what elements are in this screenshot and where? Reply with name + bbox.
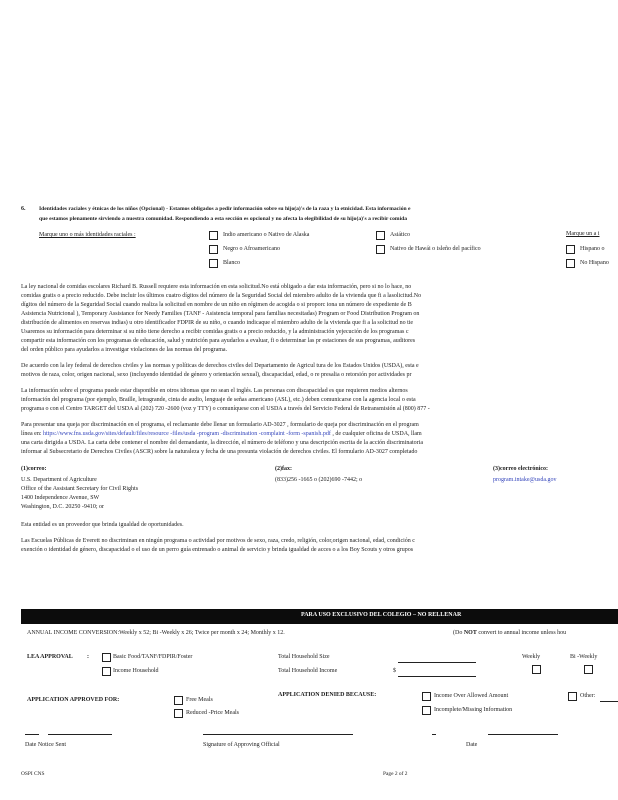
ethnicity-instruction: Marque un a i [566,231,600,237]
mail-address-line: Office of the Assistant Secretary for Civil Rights [21,486,139,492]
free-meals-checkbox[interactable] [174,696,183,705]
hawaiian-checkbox[interactable] [376,245,385,254]
total-household-income-label: Total Household Income [278,668,338,674]
date-notice-line-b[interactable] [48,734,112,735]
language-line: información del programa (por ejemplo, Braille, letragrande, cinta de audio, lenguaje de señas americano (ASL), etc.) deben comunicarse con la agencia local o esta [21,397,416,403]
total-household-size-label: Total Household Size [278,654,330,660]
asian-label: Asiático [390,232,410,238]
indian-checkbox[interactable] [209,231,218,240]
complaint-line-prefix: línea en: [21,431,42,437]
complaint-line: una carta dirigida a USDA. La carta debe contener el nombre del demandante, la dirección, el número de teléfono y una descripción escrita de la acción discriminatoria [21,440,423,446]
household-income-line[interactable] [398,676,476,677]
everett-statement-line: exención o identidad de género, discapacidad o el uso de un perro guía entrenado o animal de servicio y brinda igualdad de acces o a los Boy Scouts y otros grupos [21,547,414,553]
language-line: La información sobre el programa puede estar disponible en otros idiomas que no sean el inglés. Las personas con discapacidad es que requieren medios alternos [21,388,408,394]
law-line: compartir esta información con los programas de educación, salud y nutrición para ayudarlos a evaluar, fi o determinar las pr estaciones de sus programas, auditores [21,338,416,344]
complaint-line-suffix: , de cualquier oficina de USDA, llam [332,431,422,437]
do-not-post: convert to annual income unless hou [478,630,567,636]
dollar-sign: $ [393,668,396,674]
income-conversion: ANNUAL INCOME CONVERSION:Weekly x 52; Bi -Weekly x 26; Twice per month x 24; Monthly x 12. [27,630,285,636]
indian-label: Indio americano o Nativo de Alaska [223,232,310,238]
basic-food-checkbox[interactable] [102,653,111,662]
date-line-a[interactable] [432,734,436,735]
basic-food-label: Basic Food/TANF/FDPIR/Foster [113,654,193,660]
other-label: Other: [580,693,596,699]
do-not-pre: (Do [453,630,463,636]
bi-weekly-checkbox[interactable] [584,665,593,674]
section-heading: Identidades raciales y étnicas de los niños (Opcional) - Estamos obligados a pedir información sobre su hijo(a)'s de la raza y la etnicidad. Esta información e [39,206,411,212]
email-link[interactable]: program.intake@usda.gov [493,477,557,483]
law-line: comidas gratis o a precio reducido. Debe incluir los últimos cuatro dígitos del número de la Seguridad Social del miembro adulto de la vivienda que fi a lasolicitud.No [21,293,422,299]
white-label: Blanco [223,260,240,266]
income-over-label: Income Over Allowed Amount [434,693,509,699]
date-notice-line-a[interactable] [25,734,39,735]
law-line: distribución de alimentos en reservas indias) u otro identificador FDPIR de su niño, o cuando indicaque el miembro adulto de la vivienda que fi a la solicitud no tie [21,320,414,326]
application-denied-label: APPLICATION DENIED BECAUSE: [278,692,377,698]
other-line[interactable] [600,701,618,702]
mail-label: (1)correo: [21,466,47,472]
complaint-line: informar al Subsecretario de Derechos Civiles (ASCR) sobre la naturaleza y fecha de una presunta violación de derechos civiles. El formulario AD-3027 completado [21,449,418,455]
fax-value: (833)256 -1665 o (202)690 -7442; o [275,477,363,483]
do-not-bold: NOT [463,630,477,636]
incomplete-checkbox[interactable] [422,706,431,715]
complaint-form-link[interactable]: https://www.fns.usda.gov/sites/default/files/resource -files/usda -program -discrimination -complaint -form -spanish.pdf [43,431,331,437]
other-checkbox[interactable] [568,692,577,701]
mail-address-line: 1400 Independence Avenue, SW [21,495,100,501]
white-checkbox[interactable] [209,259,218,268]
section-number: 6. [21,206,26,212]
date-label: Date [466,742,478,748]
black-checkbox[interactable] [209,245,218,254]
signature-line[interactable] [203,734,353,735]
date-notice-sent-label: Date Notice Sent [25,742,66,748]
complaint-line [21,431,422,439]
reduced-meals-label: Reduced -Price Meals [186,710,239,716]
language-line: programa o con el Centro TARGET del USDA al (202) 720 -2600 (voz y TTY) o comuníquese con el USDA a través del Servicio Federal de Retransmisión al (800) 877 - [21,406,430,412]
law-line: Usaremos su información para determinar si su niño tiene derecho a recibir comidas gratis o a precio reducido, y la administración yejecución de los programas c [21,329,409,335]
law-line: del orden público para ayudarlos a investigar violaciones de las normas del programa. [21,347,228,353]
hawaiian-label: Nativo de Hawái o isleño del pacífico [390,246,481,252]
race-instruction: Marque uno o más identidades raciales : [39,232,136,238]
household-size-line[interactable] [398,662,476,663]
mail-address-line: U.S. Department of Agriculture [21,477,97,483]
law-line: Asistencia Nutricional ), Temporary Assistance for Needy Families (TANF - Asistencia temporal para familias necesitadas) Program or Food Distribution Program on [21,311,420,317]
law-line: La ley nacional de comidas escolares Richard B. Russell requiere esta información en esta solicitud.No está obligado a dar esta información, pero si no lo hace, no [21,284,412,290]
black-label: Negro o Afroamericano [223,246,280,252]
not-hispanic-label: No Hispano [580,260,609,266]
usda-line: De acuerdo con la ley federal de derechos civiles y las normas y políticas de derechos civiles del Departamento de Agricul tura de los Estados Unidos (USDA), esta e [21,363,419,369]
date-line-b[interactable] [488,734,558,735]
footer-left: OSPI CNS [21,771,45,777]
reduced-meals-checkbox[interactable] [174,709,183,718]
asian-checkbox[interactable] [376,231,385,240]
mail-address-line: Washington, D.C. 20250 -9410; or [21,504,105,510]
weekly-label: Weekly [522,654,541,660]
do-not-convert-note [453,630,566,638]
free-meals-label: Free Meals [186,697,213,703]
hispanic-label: Hispano o [580,246,605,252]
hispanic-checkbox[interactable] [566,245,575,254]
provider-statement: Esta entidad es un proveedor que brinda igualdad de oportunidades. [21,522,184,528]
income-over-checkbox[interactable] [422,692,431,701]
application-approved-label: APPLICATION APPROVED FOR: [27,697,120,703]
everett-statement-line: Las Escuelas Públicas de Everett no discriminan en ningún programa o actividad por motivos de sexo, raza, credo, religión, color,origen nacional, edad, condición c [21,538,415,544]
fax-label: (2)fax: [275,466,292,472]
complaint-line: Para presentar una queja por discriminación en el programa, el reclamante debe llenar un formulario AD-3027 , formulario de queja por discriminación en el program [21,422,419,428]
email-label: (3)correo electrónico: [493,466,549,472]
incomplete-label: Incomplete/Missing Information [434,707,513,713]
office-use-banner [21,609,618,624]
bi-weekly-label: Bi -Weekly [570,654,598,660]
office-use-banner-text: PARA USO EXCLUSIVO DEL COLEGIO – NO RELLENAR [301,612,462,618]
not-hispanic-checkbox[interactable] [566,259,575,268]
usda-line: motivos de raza, color, origen nacional, sexo (incluyendo identidad de género y orientación sexual), discapacidad, edad, o re presalia o retorsión por actividades pr [21,372,412,378]
weekly-checkbox[interactable] [532,665,541,674]
income-household-checkbox[interactable] [102,667,111,676]
footer-page-number: Page 2 of 2 [383,771,408,777]
section-heading-line2: que estamos plenamente sirviendo a nuestra comunidad. Respondiendo a esta sección es opcional y no afecta la elegibilidad de su hijo(a)'s a recibir comida [39,216,408,222]
signature-label: Signature of Approving Official [203,742,280,748]
lea-approval-label: LEA APPROVAL [27,654,73,660]
income-household-label: Income Household [113,668,159,674]
lea-approval-colon: : [87,654,89,660]
law-line: dígitos del número de la Seguridad Social cuando realiza la solicitud en nombre de un niño en régimen de acogida o si proporc iona un número de expediente de B [21,302,412,308]
